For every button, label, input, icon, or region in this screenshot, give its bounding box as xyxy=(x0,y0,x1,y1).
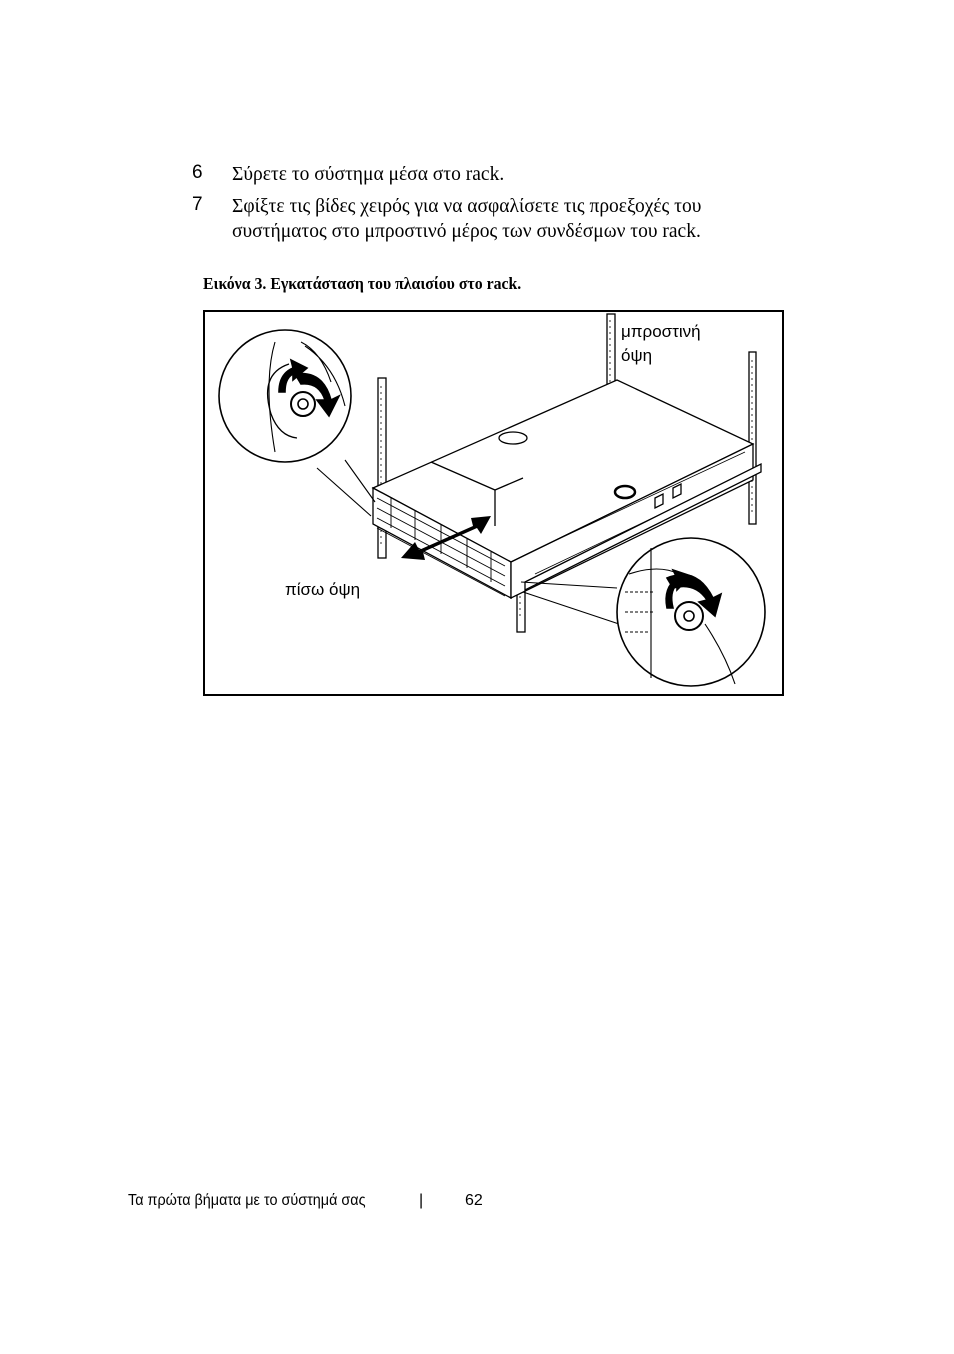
figure-caption: Εικόνα 3. Εγκατάσταση του πλαισίου στο rack. xyxy=(203,274,522,293)
back-view-label: πίσω όψη xyxy=(285,580,361,599)
rack-illustration xyxy=(205,312,782,694)
step-text: Σύρετε το σύστημα μέσα στο rack. xyxy=(232,164,505,185)
rack-installation-figure xyxy=(203,310,784,696)
zoom-circle-front-thumbscrew xyxy=(219,330,351,462)
zoom-circle-rear-thumbscrew xyxy=(617,538,765,686)
step-number: 6 xyxy=(192,162,203,183)
step-number: 7 xyxy=(192,194,203,215)
front-view-label: μπροστινή όψη xyxy=(621,322,701,365)
page-number: 62 xyxy=(465,1192,483,1209)
step-text: Σφίξτε τις βίδες χειρός για να ασφαλίσετε τις προεξοχές του συστήματος στο μπροστινό μέρος των συνδέσμων του rack. xyxy=(232,196,702,242)
footer-title: Τα πρώτα βήματα με το σύστημά σας xyxy=(128,1192,366,1209)
footer-separator: | xyxy=(419,1192,424,1209)
rack-rail-front-right xyxy=(749,352,756,524)
